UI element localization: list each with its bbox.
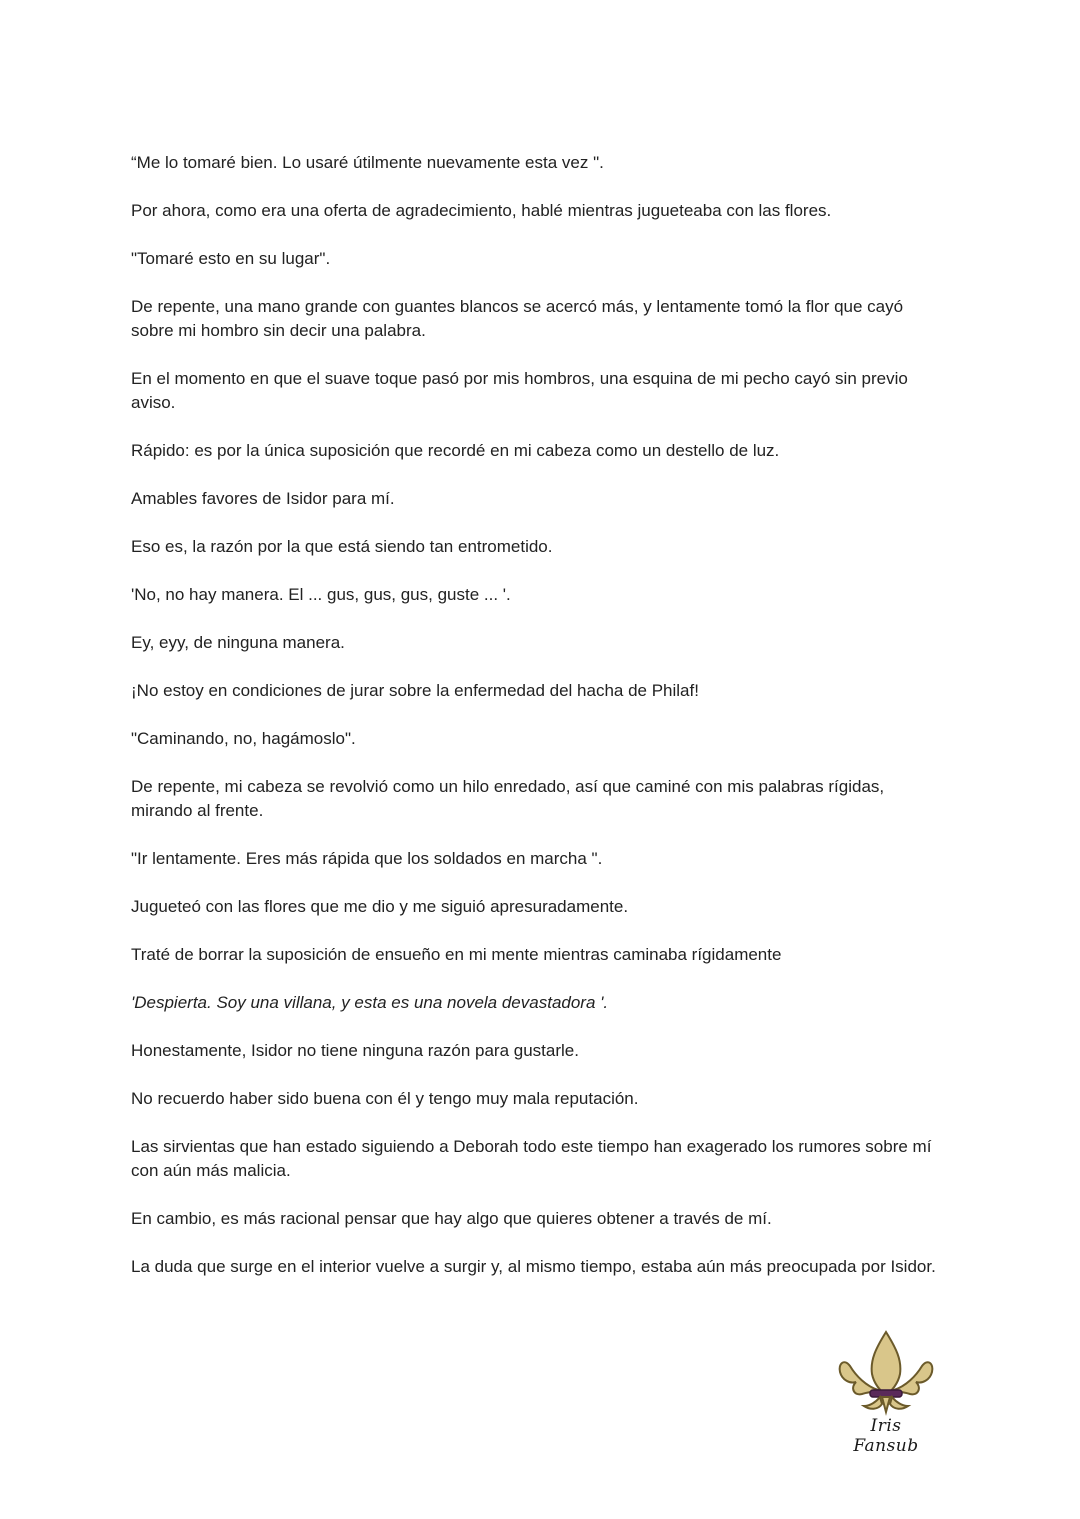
paragraph: “Me lo tomaré bien. Lo usaré útilmente nuevamente esta vez ". [131,153,604,172]
paragraph: "Caminando, no, hagámoslo". [131,729,356,748]
paragraph: Jugueteó con las flores que me dio y me siguió apresuradamente. [131,897,629,916]
paragraph: "Ir lentamente. Eres más rápida que los soldados en marcha ". [131,849,603,868]
paragraph: De repente, una mano grande con guantes blancos se acercó más, y lentamente tomó la flor que cayó sobre mi hombro sin decir una palabra. [131,297,904,340]
paragraph: 'No, no hay manera. El ... gus, gus, gus, guste ... '. [131,585,511,604]
paragraph: Traté de borrar la suposición de ensueño en mi mente mientras caminaba rígidamente [131,945,782,964]
paragraph: De repente, mi cabeza se revolvió como un hilo enredado, así que caminé con mis palabras rígidas, mirando al frente. [131,777,885,820]
fleur-de-lis-icon [836,1330,936,1416]
paragraph: 'Despierta. Soy una villana, y esta es una novela devastadora '. [131,993,609,1012]
paragraph: No recuerdo haber sido buena con él y tengo muy mala reputación. [131,1089,639,1108]
paragraph: Honestamente, Isidor no tiene ninguna razón para gustarle. [131,1041,579,1060]
paragraph: Ey, eyy, de ninguna manera. [131,633,345,652]
paragraph: Por ahora, como era una oferta de agradecimiento, hablé mientras jugueteaba con las flores. [131,201,832,220]
paragraph: Rápido: es por la única suposición que recordé en mi cabeza como un destello de luz. [131,441,780,460]
paragraph: ¡No estoy en condiciones de jurar sobre la enfermedad del hacha de Philaf! [131,681,699,700]
paragraph: Amables favores de Isidor para mí. [131,489,395,508]
logo-text: Iris Fansub [853,1416,919,1456]
paragraph: En el momento en que el suave toque pasó por mis hombros, una esquina de mi pecho cayó sin previo aviso. [131,369,908,412]
document-body [131,151,946,1303]
iris-fansub-logo [836,1330,936,1456]
paragraph: En cambio, es más racional pensar que hay algo que quieres obtener a través de mí. [131,1209,772,1228]
paragraph: "Tomaré esto en su lugar". [131,249,331,268]
paragraph: Eso es, la razón por la que está siendo tan entrometido. [131,537,553,556]
paragraph: Las sirvientas que han estado siguiendo a Deborah todo este tiempo han exagerado los rumores sobre mí con aún más malicia. [131,1137,932,1180]
paragraph: La duda que surge en el interior vuelve a surgir y, al mismo tiempo, estaba aún más preocupada por Isidor. [131,1257,936,1276]
